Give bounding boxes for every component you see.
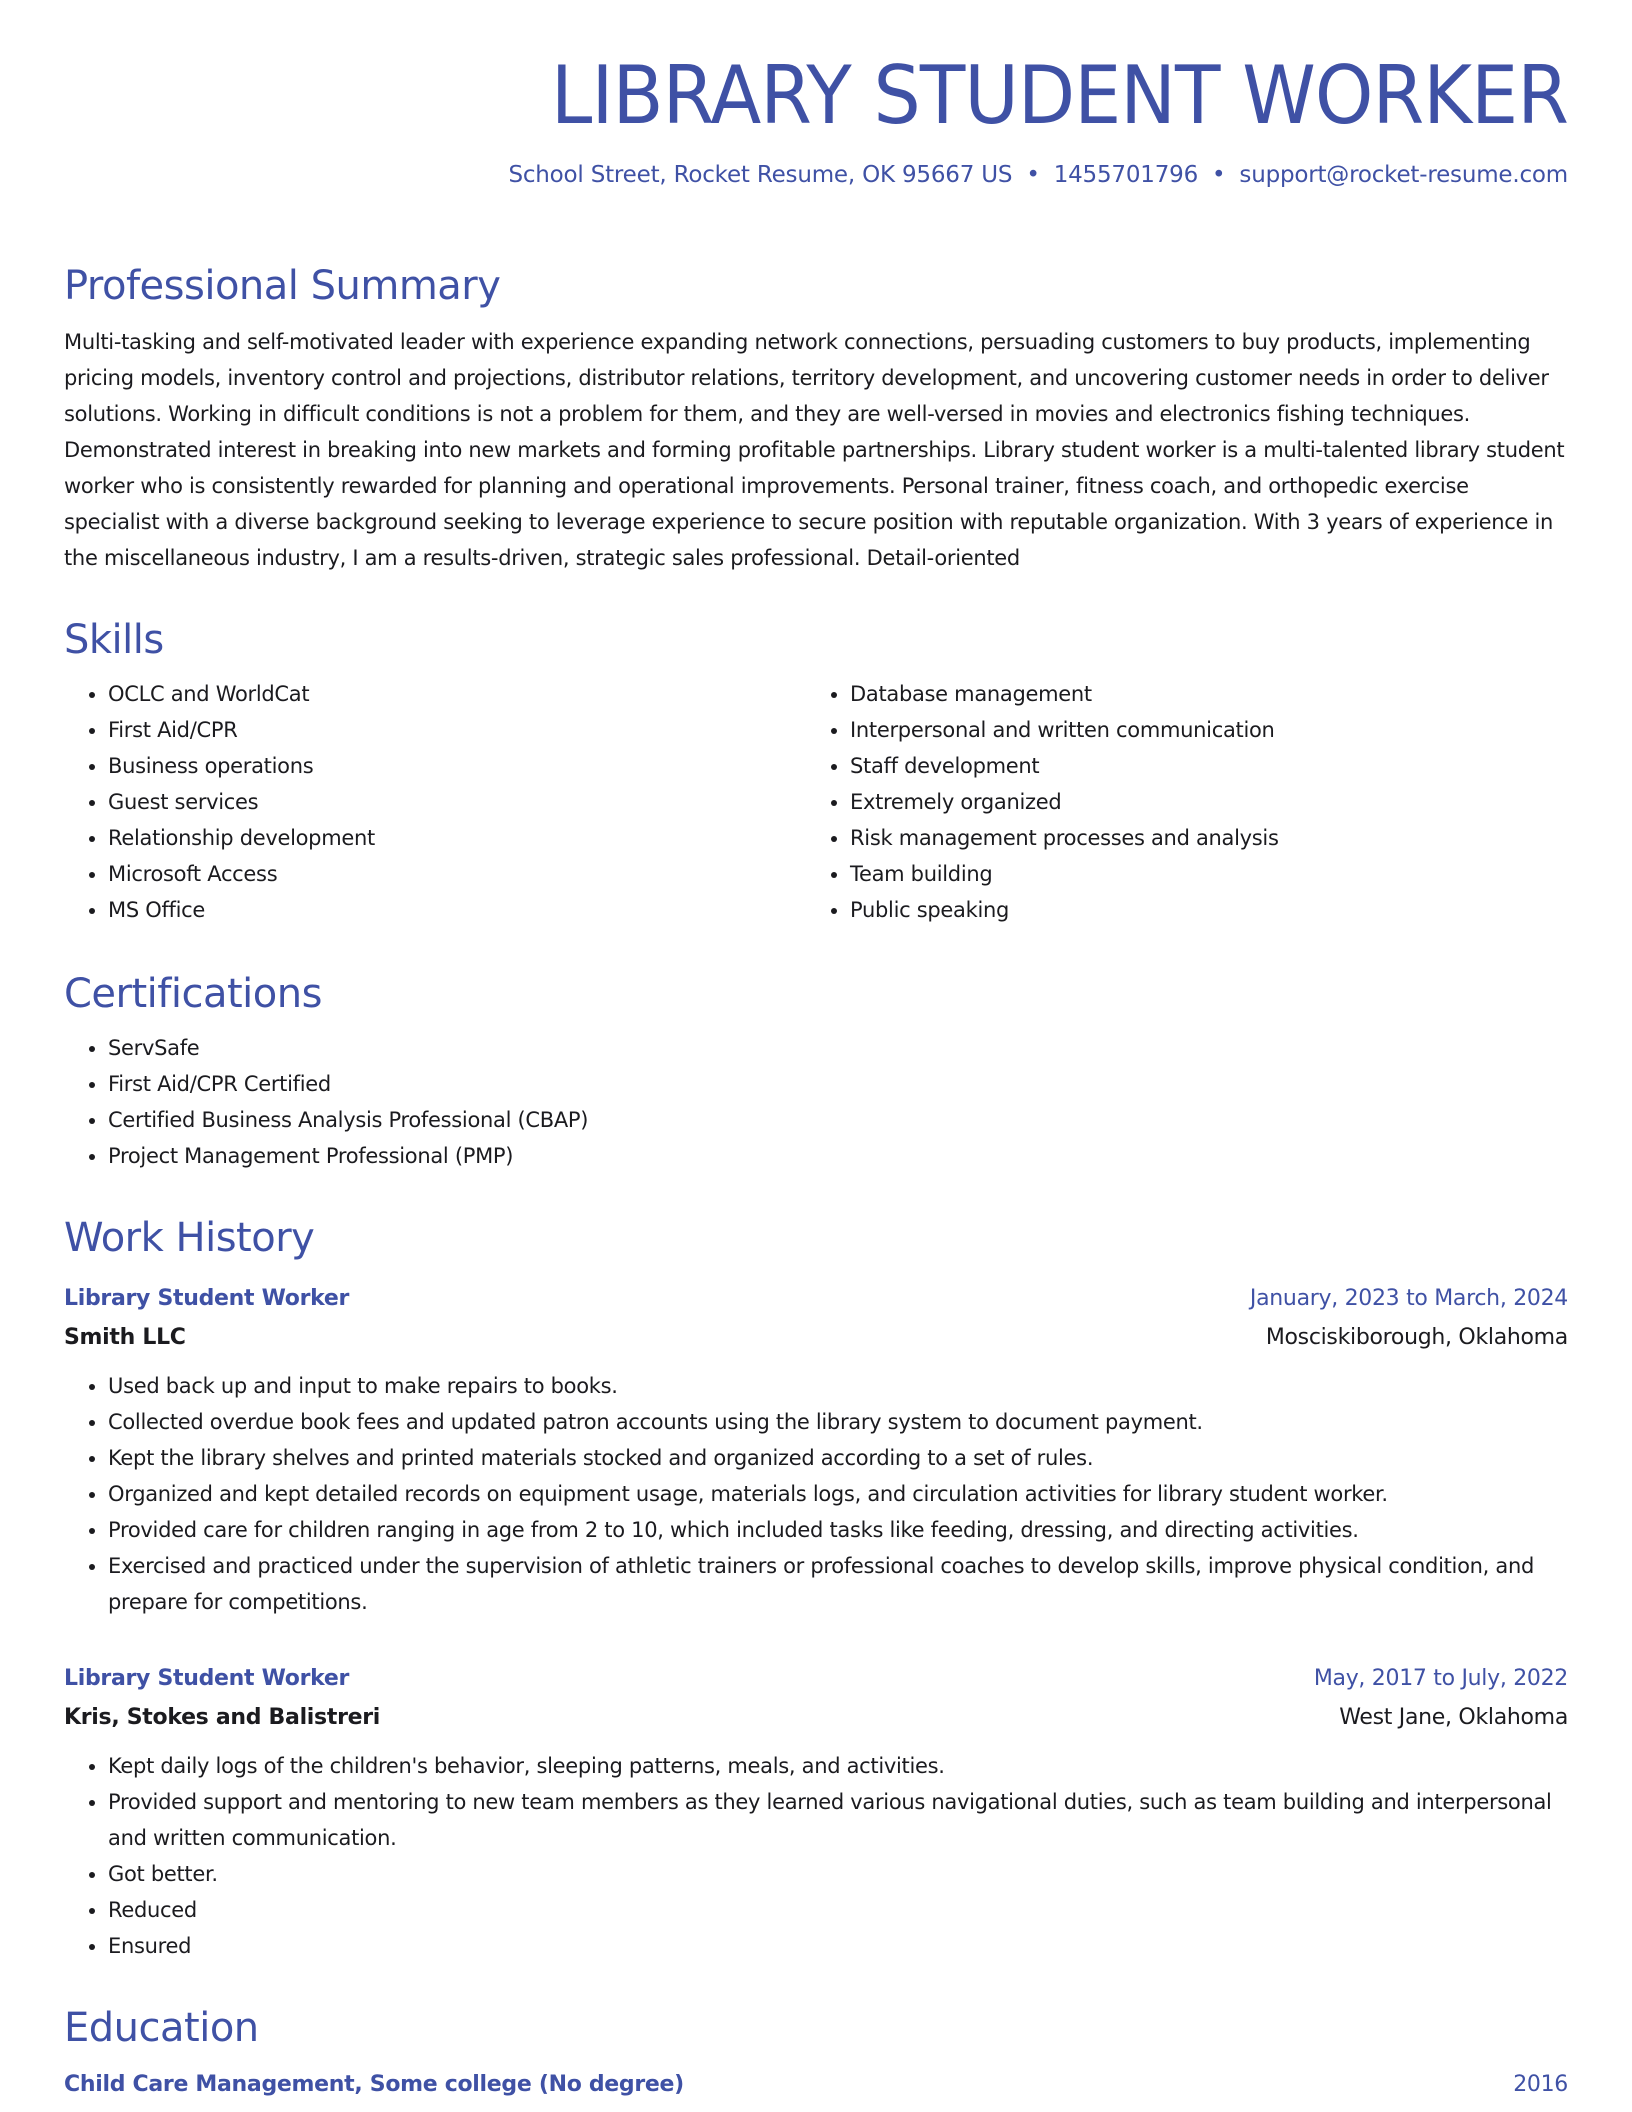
job-header <box>64 1666 1568 1698</box>
job-bullet: • Kept the library shelves and printed materials stocked and organized according to a set of rules. <box>108 1440 1568 1476</box>
job-bullet: • Provided support and mentoring to new team members as they learned various navigational duties, such as team building and interpersonal and written communication. <box>108 1784 1568 1856</box>
certification-item: • First Aid/CPR Certified <box>108 1066 1568 1102</box>
job-bullets <box>64 1748 1568 1964</box>
education-year: 2016 <box>1513 2072 1568 2097</box>
job-subheader <box>64 1318 1568 1358</box>
certification-item: • ServSafe <box>108 1030 1568 1066</box>
job-bullet: • Ensured <box>108 1928 1568 1964</box>
skill-item: • MS Office <box>108 892 806 928</box>
skill-item: • First Aid/CPR <box>108 712 806 748</box>
skill-item: • Business operations <box>108 748 806 784</box>
job-subheader <box>64 1698 1568 1738</box>
job-location: Mosciskiborough, Oklahoma <box>1265 1325 1568 1350</box>
certification-item: • Project Management Professional (PMP) <box>108 1138 1568 1174</box>
certification-item: • Certified Business Analysis Professional (CBAP) <box>108 1102 1568 1138</box>
candidate-name: LIBRARY STUDENT WORKER <box>550 49 1568 142</box>
job-bullet: • Provided care for children ranging in age from 2 to 10, which included tasks like feeding, dressing, and directing activities. <box>108 1512 1568 1548</box>
job-title: Library Student Worker <box>64 1286 350 1311</box>
job-dates: May, 2017 to July, 2022 <box>1313 1666 1568 1691</box>
skill-item: • Extremely organized <box>850 784 1548 820</box>
education-entry <box>64 2072 1568 2097</box>
skill-item: • Public speaking <box>850 892 1548 928</box>
skills-heading: Skills <box>64 617 164 663</box>
job-bullet: • Kept daily logs of the children's behavior, sleeping patterns, meals, and activities. <box>108 1748 1568 1784</box>
skills-grid <box>64 676 1568 928</box>
contact-line <box>64 158 1568 192</box>
certifications-list <box>64 1030 1568 1174</box>
summary-heading: Professional Summary <box>64 263 501 309</box>
company-name: Kris, Stokes and Balistreri <box>64 1705 381 1730</box>
separator-dot: • <box>1212 162 1226 188</box>
work-history-heading: Work History <box>64 1215 315 1261</box>
degree-name: Child Care Management, Some college (No degree) <box>64 2072 684 2097</box>
education-heading: Education <box>64 2005 259 2051</box>
skill-item: • Database management <box>850 676 1548 712</box>
skill-item: • Interpersonal and written communication <box>850 712 1548 748</box>
job-entry <box>64 1286 1568 1620</box>
job-title: Library Student Worker <box>64 1666 350 1691</box>
phone-text: 1455701796 <box>1053 162 1199 188</box>
company-name: Smith LLC <box>64 1325 186 1350</box>
job-header <box>64 1286 1568 1318</box>
job-bullet: • Collected overdue book fees and updated patron accounts using the library system to document payment. <box>108 1404 1568 1440</box>
job-bullet: • Organized and kept detailed records on equipment usage, materials logs, and circulation activities for library student worker. <box>108 1476 1568 1512</box>
certifications-heading: Certifications <box>64 971 322 1017</box>
skills-list-right <box>806 676 1548 928</box>
skill-item: • Microsoft Access <box>108 856 806 892</box>
job-bullets <box>64 1368 1568 1620</box>
skill-item: • Guest services <box>108 784 806 820</box>
job-entry <box>64 1666 1568 1964</box>
certifications-section <box>64 970 1568 1174</box>
skill-item: • OCLC and WorldCat <box>108 676 806 712</box>
education-section <box>64 2004 1568 2097</box>
skill-item: • Relationship development <box>108 820 806 856</box>
summary-text: Multi-tasking and self-motivated leader with experience expanding network connections, persuading customers to buy products, implementing pricing models, inventory control and projections, distributor relations, territory development, and uncovering customer needs in order to deliver solutions. Working in difficult conditions is not a problem for them, and they are well-versed in movies and electronics fishing techniques. Demonstrated interest in breaking into new markets and forming profitable partnerships. Library student worker is a multi-talented library student worker who is consistently rewarded for planning and operational improvements. Personal trainer, fitness coach, and orthopedic exercise specialist with a diverse background seeking to leverage experience to secure position with reputable organization. With 3 years of experience in the miscellaneous industry, I am a results-driven, strategic sales professional. Detail-oriented <box>64 330 1565 570</box>
job-bullet: • Reduced <box>108 1892 1568 1928</box>
job-bullet: • Exercised and practiced under the supervision of athletic trainers or professional coaches to develop skills, improve physical condition, and prepare for competitions. <box>108 1548 1568 1620</box>
summary-section <box>64 262 1568 576</box>
separator-dot: • <box>1026 162 1040 188</box>
job-dates: January, 2023 to March, 2024 <box>1249 1286 1568 1311</box>
skill-item: • Team building <box>850 856 1548 892</box>
job-location: West Jane, Oklahoma <box>1339 1705 1568 1730</box>
skill-item: • Staff development <box>850 748 1548 784</box>
skills-section <box>64 616 1568 928</box>
skills-list-left <box>64 676 806 928</box>
job-bullet: • Got better. <box>108 1856 1568 1892</box>
address-text: School Street, Rocket Resume, OK 95667 US <box>508 162 1013 188</box>
skill-item: • Risk management processes and analysis <box>850 820 1548 856</box>
work-history-section <box>64 1214 1568 1262</box>
job-bullet: • Used back up and input to make repairs to books. <box>108 1368 1568 1404</box>
email-link[interactable]: support@rocket-resume.com <box>1239 162 1568 188</box>
